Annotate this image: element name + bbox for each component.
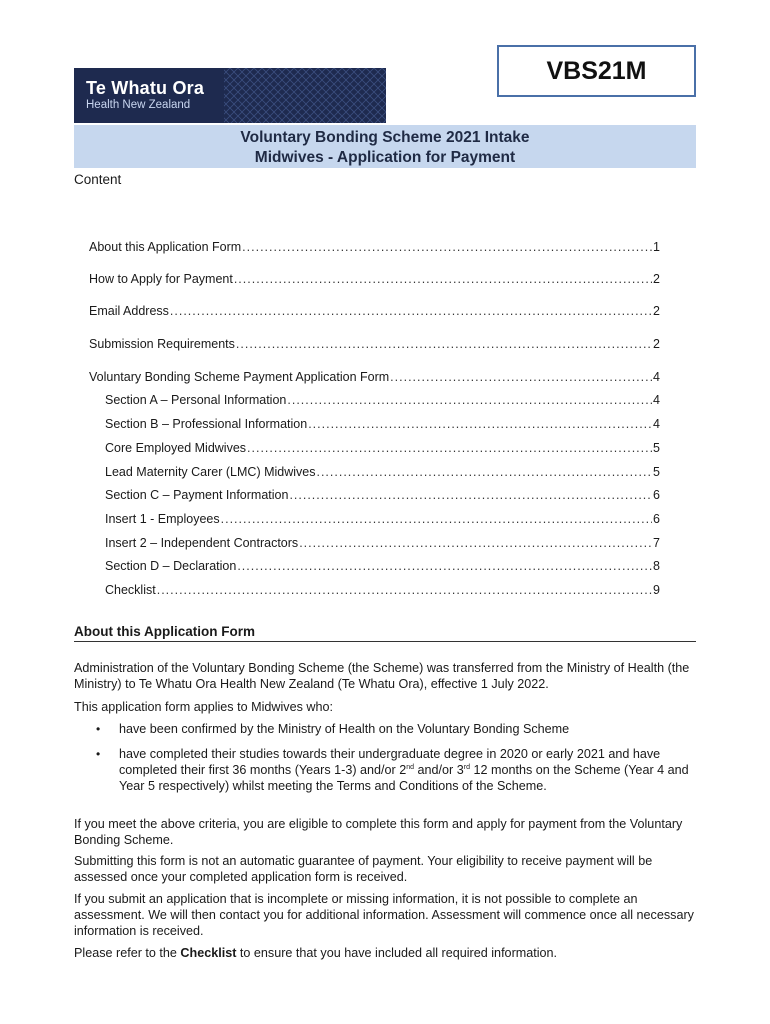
toc-leader-dots [390, 370, 652, 384]
toc-entry[interactable] [105, 441, 660, 455]
toc-leader-dots [236, 337, 652, 351]
toc-entry-page: 2 [653, 337, 660, 351]
logo-title: Te Whatu Ora [86, 78, 205, 98]
toc-entry-page: 4 [653, 393, 660, 407]
bullet-text: have been confirmed by the Ministry of Health on the Voluntary Bonding Scheme [119, 722, 570, 736]
toc-entry-label: Lead Maternity Carer (LMC) Midwives [105, 465, 316, 479]
toc-leader-dots [308, 417, 652, 431]
about-paragraph-4: Submitting this form is not an automatic guarantee of payment. Your eligibility to receive payment will be assessed once your completed application form is received. [74, 854, 653, 884]
section-heading-about: About this Application Form [74, 624, 696, 642]
about-paragraph-2: This application form applies to Midwives who: [74, 700, 333, 714]
toc-entry-page: 6 [653, 488, 660, 502]
toc-leader-dots [157, 583, 652, 597]
toc-entry-label: How to Apply for Payment [89, 272, 233, 286]
criteria-bullet-1 [96, 721, 696, 737]
toc-entry-page: 7 [653, 536, 660, 550]
logo-subtitle: Health New Zealand [86, 99, 191, 111]
te-whatu-ora-logo [74, 68, 386, 123]
toc-entry-label: About this Application Form [89, 240, 242, 254]
toc-entry[interactable] [89, 337, 660, 351]
toc-entry[interactable] [105, 393, 660, 407]
about-paragraph-1: Administration of the Voluntary Bonding Scheme (the Scheme) was transferred from the Ministry of Health (the Ministry) to Te Whatu Ora Health New Zealand (Te Whatu Ora), effective 1 July 2022. [74, 661, 690, 691]
toc-leader-dots [289, 488, 652, 502]
toc-entry[interactable] [89, 304, 660, 318]
toc-entry-label: Submission Requirements [89, 337, 235, 351]
toc-entry[interactable] [89, 272, 660, 286]
toc-entry[interactable] [105, 488, 660, 502]
toc-leader-dots [287, 393, 652, 407]
toc-entry-page: 8 [653, 559, 660, 573]
toc-entry-page: 6 [653, 512, 660, 526]
toc-leader-dots [221, 512, 652, 526]
toc-leader-dots [316, 465, 652, 479]
toc-entry-label: Email Address [89, 304, 169, 318]
content-label: Content [74, 172, 122, 187]
toc-entry-label: Insert 2 – Independent Contractors [105, 536, 299, 550]
toc-leader-dots [242, 240, 652, 254]
criteria-bullet-2 [96, 746, 696, 794]
bullet-icon: • [96, 722, 101, 736]
toc-entry-page: 2 [653, 272, 660, 286]
toc-entry-label: Section C – Payment Information [105, 488, 289, 502]
toc-entry-page: 4 [653, 370, 660, 384]
about-paragraph-6: Please refer to the Checklist to ensure that you have included all required information. [74, 946, 558, 960]
toc-entry-page: 2 [653, 304, 660, 318]
toc-entry[interactable] [105, 559, 660, 573]
toc-entry-label: Core Employed Midwives [105, 441, 247, 455]
toc-entry-label: Section B – Professional Information [105, 417, 308, 431]
toc-leader-dots [247, 441, 652, 455]
form-code-box: VBS21M [497, 45, 696, 97]
toc-leader-dots [170, 304, 652, 318]
about-paragraph-5: If you submit an application that is incomplete or missing information, it is not possible to complete an assessment. We will then contact you for additional information. Assessment will commence once all necessary information is received. [74, 892, 694, 938]
toc-entry-label: Insert 1 - Employees [105, 512, 220, 526]
toc-entry-label: Section A – Personal Information [105, 393, 287, 407]
document-title [74, 125, 696, 168]
about-paragraph-3: If you meet the above criteria, you are eligible to complete this form and apply for payment from the Voluntary Bonding Scheme. [74, 817, 683, 847]
bullet-text: have completed their studies towards their undergraduate degree in 2020 or early 2021 and have completed their first 36 months (Years 1-3) and/or 2nd and/or 3rd 12 months on the Scheme (Year 4 and Year 5 respectively) whilst meeting the Terms and Conditions of the Scheme. [119, 747, 689, 793]
toc-entry[interactable] [105, 512, 660, 526]
toc-entry-page: 9 [653, 583, 660, 597]
toc-entry[interactable] [105, 465, 660, 479]
toc-entry-label: Checklist [105, 583, 156, 597]
toc-entry-label: Voluntary Bonding Scheme Payment Application Form [89, 370, 390, 384]
bullet-icon: • [96, 747, 101, 761]
toc-entry-page: 1 [653, 240, 660, 254]
checklist-reference: Checklist [180, 946, 237, 960]
toc-entry[interactable] [89, 370, 660, 384]
toc-leader-dots [234, 272, 652, 286]
title-line-1: Voluntary Bonding Scheme 2021 Intake [240, 129, 530, 146]
toc-entry[interactable] [105, 536, 660, 550]
toc-entry[interactable] [89, 240, 660, 254]
toc-entry[interactable] [105, 583, 660, 597]
toc-entry-label: Section D – Declaration [105, 559, 237, 573]
toc-entry-page: 5 [653, 465, 660, 479]
toc-leader-dots [237, 559, 652, 573]
toc-leader-dots [299, 536, 652, 550]
toc-entry[interactable] [105, 417, 660, 431]
title-line-2: Midwives - Application for Payment [254, 149, 516, 166]
toc-entry-page: 5 [653, 441, 660, 455]
toc-entry-page: 4 [653, 417, 660, 431]
